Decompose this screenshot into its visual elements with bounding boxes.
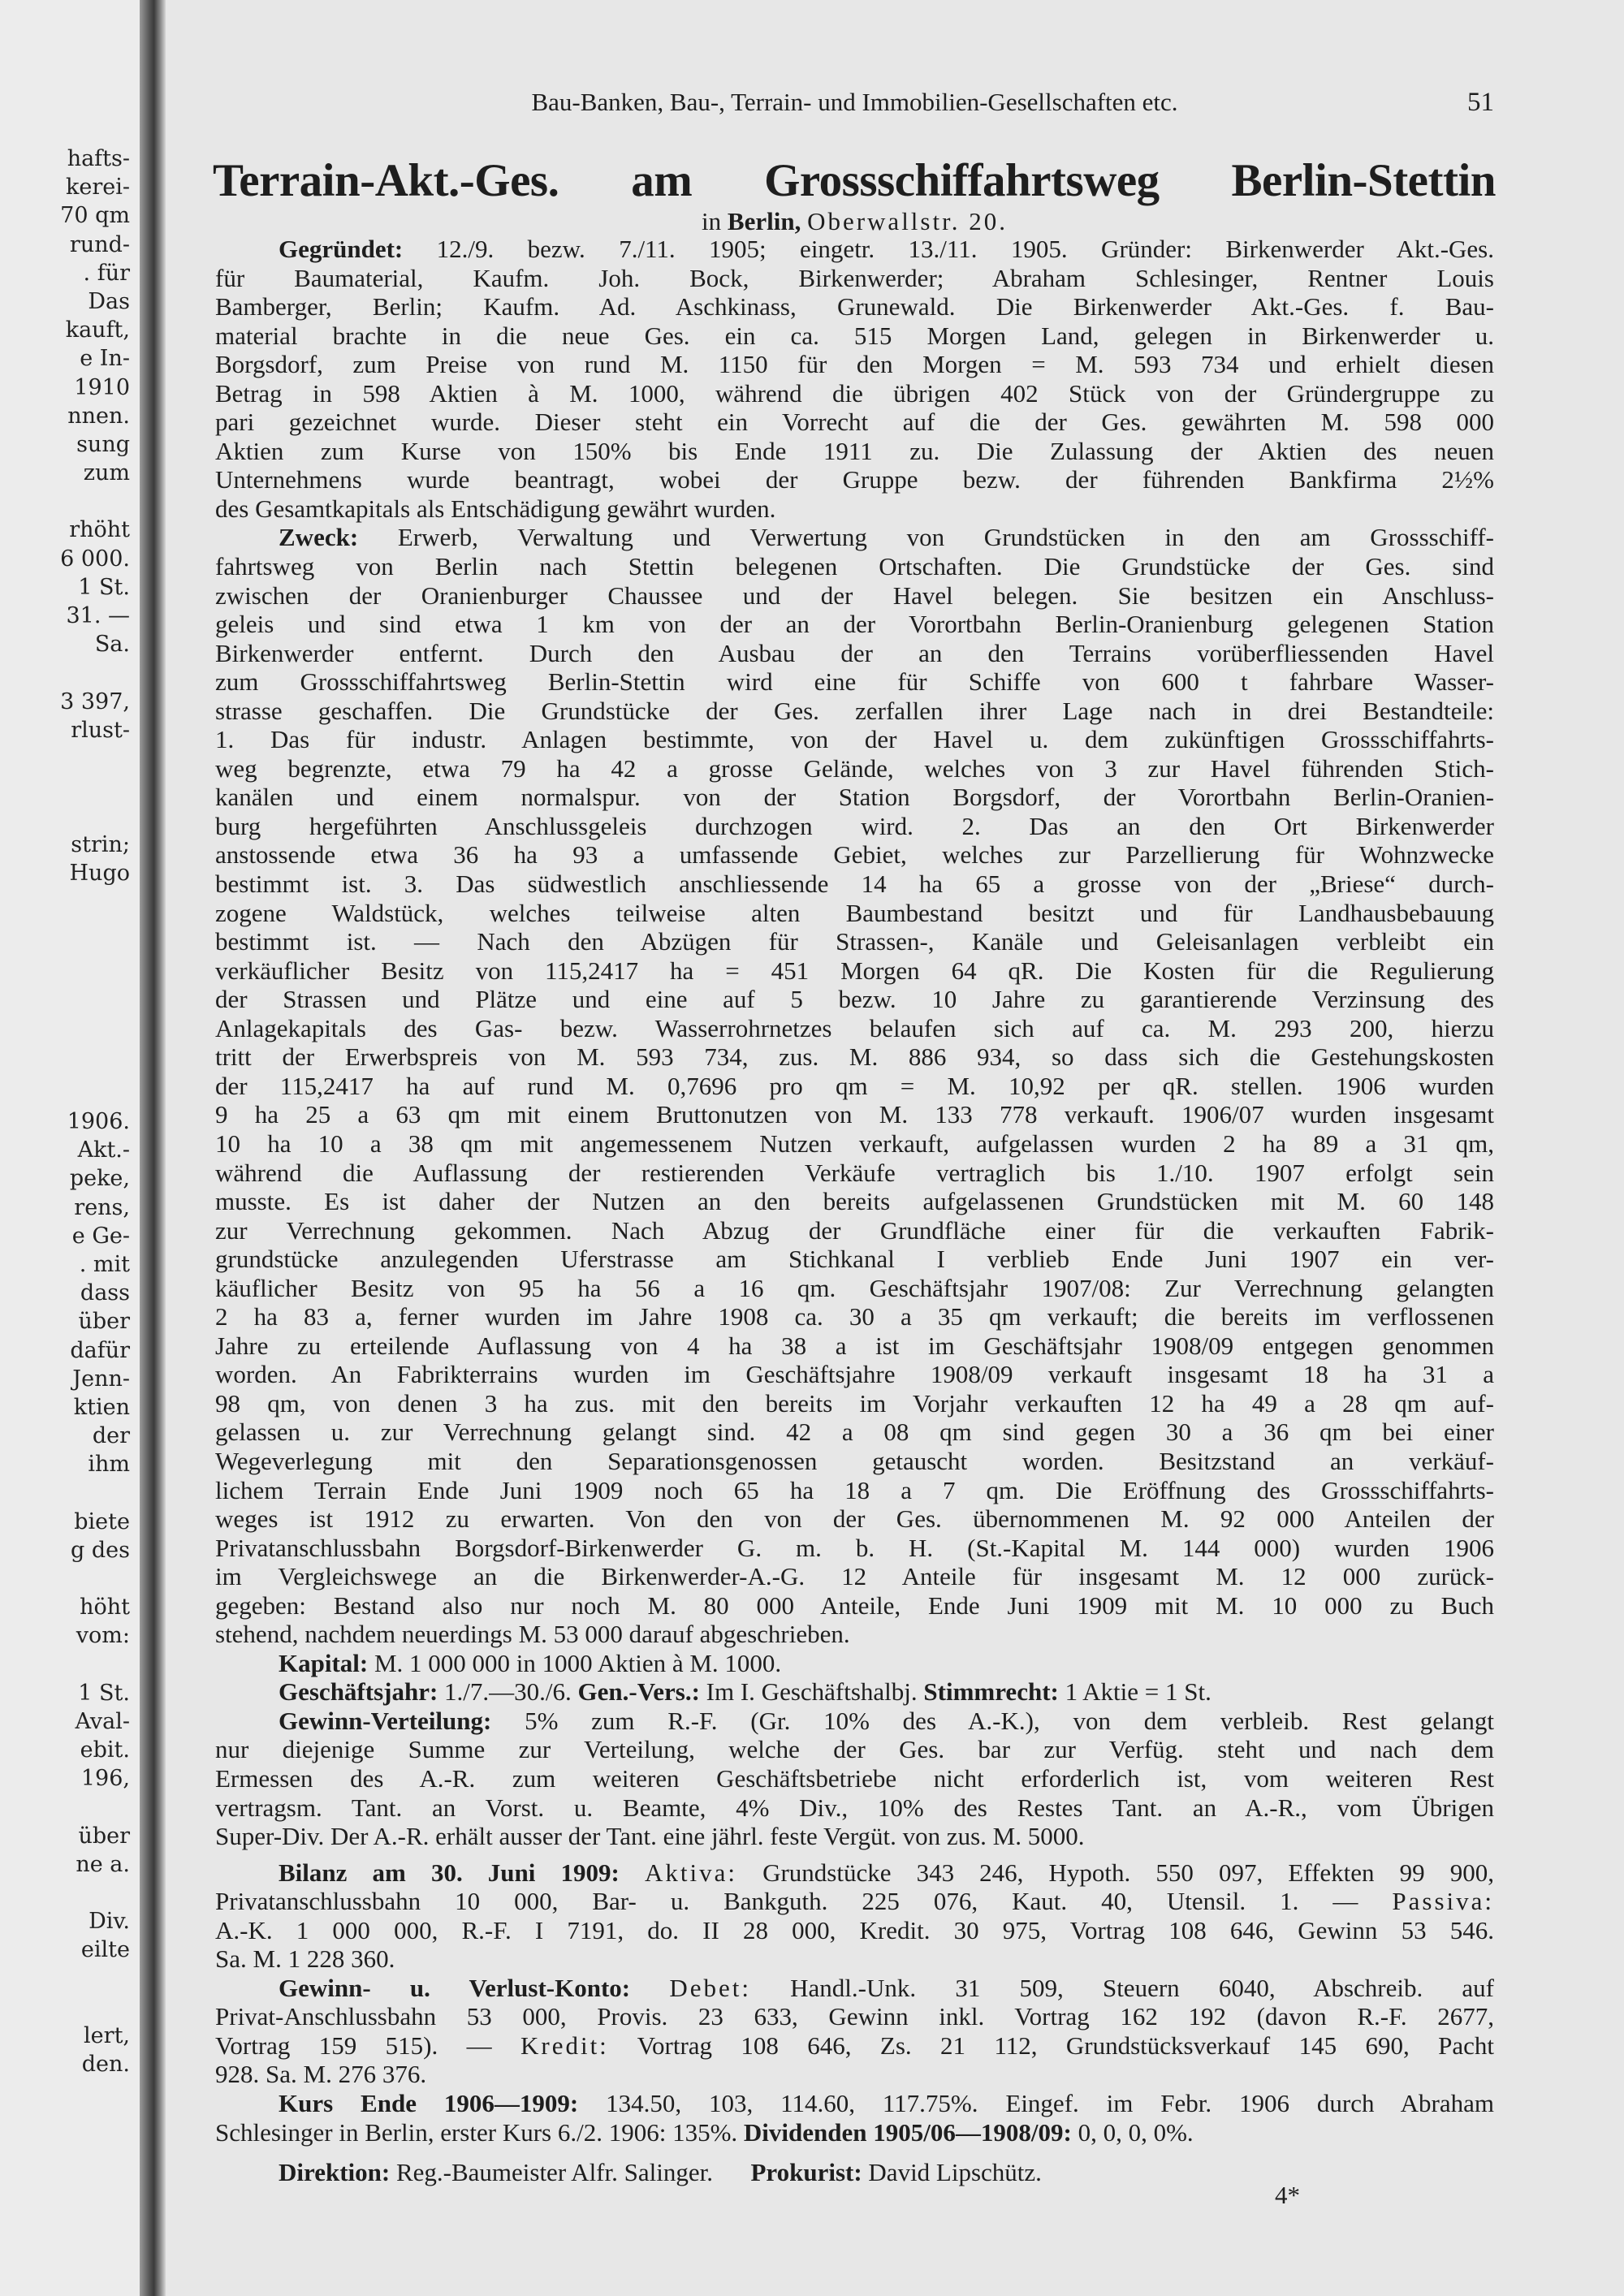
text-run: der 115,2417 ha auf rund M. 0,7696 pro qm = M. 10,92 per qR. stellen. 1906 wurden bbox=[215, 1071, 1494, 1100]
fragment-line: . für bbox=[83, 260, 130, 286]
text-line bbox=[215, 408, 1494, 437]
text-line bbox=[215, 754, 1494, 783]
text-run: fahrtsweg von Berlin nach Stettin belegenen Ortschaften. Die Grundstücke der Ges. sind bbox=[215, 552, 1494, 581]
text-line bbox=[215, 840, 1494, 870]
location-city: Berlin, bbox=[727, 207, 801, 235]
paragraph-gegruendet bbox=[215, 235, 1494, 523]
text-run: zum Grossschiffahrtsweg Berlin-Stettin wird eine für Schiffe von 600 t fahrbare Wasser- bbox=[215, 667, 1494, 697]
text-line bbox=[215, 235, 1494, 264]
location-address: Oberwallstr. 20. bbox=[807, 207, 1008, 235]
text-line bbox=[215, 1274, 1494, 1303]
fragment-line: 6 000. bbox=[60, 546, 130, 572]
paragraph-zweck bbox=[215, 523, 1494, 1648]
fragment-line: dafür bbox=[70, 1337, 130, 1363]
adjacent-page-text-group-1 bbox=[0, 145, 130, 887]
text-line bbox=[215, 2158, 1494, 2187]
paragraph-kapital bbox=[215, 1649, 1494, 1678]
text-run: Ermessen des A.-R. zum weiteren Geschäftsbetriebe nicht erforderlich ist, vom weiteren Rest bbox=[215, 1763, 1494, 1793]
text-line bbox=[215, 2002, 1494, 2031]
text-run: kanälen und einem normalspur. von der Station Borgsdorf, der Vorortbahn Berlin-Oranien- bbox=[215, 783, 1494, 812]
text-run: Erwerb, Verwaltung und Verwertung von Grundstücken in den am Grossschiff- bbox=[358, 523, 1494, 552]
text-run: verkäuflicher Besitz von 115,2417 ha = 451 Morgen 64 qR. Die Kosten für die Regulierung bbox=[215, 956, 1494, 985]
text-line bbox=[215, 783, 1494, 812]
text-run: Privat-Anschlussbahn 53 000, Provis. 23 633, Gewinn inkl. Vortrag 162 192 (davon R.-F. 2677, bbox=[215, 2002, 1494, 2031]
text-run: des Gesamtkapitals als Entschädigung gewährt wurden. bbox=[215, 494, 776, 523]
text-line bbox=[215, 1389, 1494, 1418]
text-line bbox=[215, 1677, 1494, 1707]
text-run: Bamberger, Berlin; Kaufm. Ad. Aschkinass, Grunewald. Die Birkenwerder Akt.-Ges. f. Bau- bbox=[215, 292, 1494, 322]
text-run: A.-K. 1 000 000, R.-F. I 7191, do. II 28 000, Kredit. 30 975, Vortrag 108 646, Gewinn 53 546. bbox=[215, 1915, 1494, 1944]
text-run: für Baumaterial, Kaufm. Joh. Bock, Birkenwerder; Abraham Schlesinger, Rentner Louis bbox=[215, 263, 1494, 292]
fragment-line: zum bbox=[83, 460, 130, 486]
text-run: 1./7.—30./6. bbox=[438, 1677, 578, 1707]
text-run: stehend, nachdem neuerdings M. 53 000 darauf abgeschrieben. bbox=[215, 1620, 850, 1649]
text-line bbox=[215, 697, 1494, 726]
text-run: Vortrag 108 646, Zs. 21 112, Grundstücksverkauf 145 690, Pacht bbox=[608, 2031, 1494, 2060]
paragraph-kurs bbox=[215, 2089, 1494, 2147]
text-run: 98 qm, von denen 3 ha zus. mit den bereits im Vorjahr verkauften 12 ha 49 a 28 qm auf- bbox=[215, 1388, 1494, 1418]
text-line bbox=[215, 812, 1494, 841]
text-line bbox=[215, 465, 1494, 494]
fragment-line: Div. bbox=[89, 1909, 130, 1935]
page-header bbox=[215, 88, 1494, 120]
text-run: 9 ha 25 a 63 qm mit einem Bruttonutzen von M. 133 778 verkauft. 1906/07 wurden insgesamt bbox=[215, 1100, 1494, 1129]
fragment-line: Jenn- bbox=[72, 1366, 130, 1392]
paragraph-gewinn-verteilung bbox=[215, 1707, 1494, 1851]
section-label: Zweck: bbox=[279, 523, 359, 552]
fragment-line: ktien bbox=[73, 1394, 130, 1420]
fragment-line: strin; bbox=[71, 831, 130, 857]
text-run: 1. Das für industr. Anlagen bestimmte, von der Havel u. dem zukünftigen Grossschiffahrts- bbox=[215, 725, 1494, 754]
text-run: 1 Aktie = 1 St. bbox=[1058, 1677, 1212, 1707]
text-line bbox=[215, 1245, 1494, 1274]
fragment-line: der bbox=[92, 1423, 130, 1449]
entry-body bbox=[215, 235, 1494, 2187]
company-location bbox=[215, 207, 1494, 236]
text-line bbox=[215, 581, 1494, 611]
fragment-line bbox=[0, 1564, 130, 1593]
text-line bbox=[215, 1562, 1494, 1591]
text-line bbox=[215, 667, 1494, 697]
section-label: Dividenden 1905/06—1908/09: bbox=[743, 2117, 1072, 2147]
text-run: Super-Div. Der A.-R. erhält ausser der Tant. eine jährl. feste Vergüt. von zus. M. 5000. bbox=[215, 1822, 1085, 1851]
text-run: zur Verrechnung gekommen. Nach Abzug der Grundfläche einer für die verkauften Fabrik- bbox=[215, 1215, 1494, 1245]
fragment-line bbox=[0, 1965, 130, 1993]
text-line bbox=[215, 1916, 1494, 1945]
text-run: 5% zum R.-F. (Gr. 10% des A.-K.), von dem verbleib. Rest gelangt bbox=[491, 1706, 1494, 1735]
fragment-line: 1910 bbox=[74, 374, 130, 400]
fragment-line: höht bbox=[80, 1595, 130, 1621]
text-line bbox=[215, 1100, 1494, 1129]
section-label: Gewinn- u. Verlust-Konto: bbox=[279, 1973, 631, 2002]
signature-mark: 4* bbox=[1275, 2181, 1300, 2209]
text-line bbox=[215, 264, 1494, 293]
text-line bbox=[215, 927, 1494, 956]
text-run: zogene Waldstück, welches teilweise alten Baumbestand besitzt und für Landhausbebauung bbox=[215, 898, 1494, 927]
fragment-line: sung bbox=[76, 431, 130, 457]
section-label: Gewinn-Verteilung: bbox=[279, 1706, 492, 1735]
text-run: nur diejenige Summe zur Verteilung, welche der Ges. bar zur Verfüg. steht und nach dem bbox=[215, 1735, 1494, 1764]
paragraph-direktion bbox=[215, 2158, 1494, 2187]
fragment-line bbox=[0, 1478, 130, 1507]
fragment-line: rlust- bbox=[71, 717, 130, 743]
text-line bbox=[215, 1822, 1494, 1851]
text-line bbox=[215, 437, 1494, 466]
paragraph-geschaeftsjahr bbox=[215, 1677, 1494, 1707]
section-label: Bilanz am 30. Juni 1909: bbox=[279, 1858, 620, 1887]
fragment-line: rhöht bbox=[69, 517, 130, 543]
text-line bbox=[215, 1504, 1494, 1534]
text-line bbox=[215, 1887, 1494, 1916]
text-run: während die Auflassung der restierenden Verkäufe vertraglich bis 1./10. 1907 erfolgt sein bbox=[215, 1158, 1494, 1187]
section-label: Kurs Ende 1906—1909: bbox=[279, 2089, 579, 2117]
fragment-line: den. bbox=[81, 2052, 130, 2078]
text-line bbox=[215, 1418, 1494, 1447]
text-line bbox=[215, 2118, 1494, 2147]
fragment-line: biete bbox=[74, 1508, 130, 1534]
fragment-line bbox=[0, 1651, 130, 1679]
location-prefix: in bbox=[702, 207, 722, 235]
text-run: pari gezeichnet wurde. Dieser steht ein Vorrecht auf die der Ges. gewährten M. 598 000 bbox=[215, 408, 1494, 437]
text-run: zwischen der Oranienburger Chaussee und der Havel belegen. Sie besitzen ein Anschluss- bbox=[215, 580, 1494, 610]
text-run: Wegeverlegung mit den Separationsgenossen getauscht worden. Besitzstand an verkäuf- bbox=[215, 1446, 1494, 1475]
fragment-line: 1906. bbox=[67, 1109, 130, 1134]
spaced-label: Passiva: bbox=[1392, 1887, 1494, 1916]
text-line bbox=[215, 1858, 1494, 1888]
text-line bbox=[215, 1072, 1494, 1101]
fragment-line: nnen. bbox=[67, 403, 130, 429]
text-run: material brachte in die neue Ges. ein ca. 515 Morgen Land, gelegen in Birkenwerder u. bbox=[215, 321, 1494, 350]
running-head: Bau-Banken, Bau-, Terrain- und Immobilien-Gesellschaften etc. bbox=[531, 88, 1178, 116]
text-line bbox=[215, 725, 1494, 754]
text-run: Vortrag 159 515). — bbox=[215, 2031, 520, 2060]
fragment-line: kerei- bbox=[66, 175, 130, 201]
text-line bbox=[215, 639, 1494, 668]
text-run: weg begrenzte, etwa 79 ha 42 a grosse Gelände, welches von 3 zur Havel führenden Stich- bbox=[215, 753, 1494, 783]
fragment-line bbox=[0, 1993, 130, 2022]
fragment-line: 31. — bbox=[66, 603, 130, 628]
page-number: 51 bbox=[1467, 88, 1494, 117]
text-line bbox=[215, 1476, 1494, 1505]
text-run: lichem Terrain Ende Juni 1909 noch 65 ha 18 a 7 qm. Die Eröffnung des Grossschiffahrts- bbox=[215, 1475, 1494, 1504]
fragment-line: rund- bbox=[69, 231, 130, 257]
text-line bbox=[215, 2031, 1494, 2061]
text-line bbox=[215, 870, 1494, 899]
text-run: David Lipschütz. bbox=[862, 2158, 1042, 2187]
fragment-line: lert, bbox=[84, 2023, 130, 2048]
text-run: 10 ha 10 a 38 qm mit angemessenem Nutzen verkauft, aufgelassen wurden 2 ha 89 a 31 qm, bbox=[215, 1129, 1494, 1158]
book-gutter bbox=[140, 0, 166, 2296]
fragment-line: peke, bbox=[69, 1166, 130, 1192]
text-run: Sa. M. 1 228 360. bbox=[215, 1944, 395, 1974]
fragment-line: Aval- bbox=[75, 1708, 130, 1734]
text-run: weges ist 1912 zu erwarten. Von den von der Ges. übernommenen M. 92 000 Anteilen der bbox=[215, 1504, 1494, 1534]
fragment-line: über bbox=[78, 1309, 130, 1335]
text-line bbox=[215, 1974, 1494, 2003]
text-line bbox=[215, 1793, 1494, 1823]
adjacent-page-fragment bbox=[0, 0, 145, 2296]
text-line bbox=[215, 1014, 1494, 1043]
text-line bbox=[215, 1764, 1494, 1793]
text-run: käuflicher Besitz von 95 ha 56 a 16 qm. Geschäftsjahr 1907/08: Zur Verrechnung gelangten bbox=[215, 1273, 1494, 1302]
text-run bbox=[620, 1858, 645, 1887]
fragment-line: 3 397, bbox=[60, 688, 130, 714]
text-run: strasse geschaffen. Die Grundstücke der Ges. zerfallen ihrer Lage nach in drei Bestandteile: bbox=[215, 696, 1494, 725]
fragment-line: ihm bbox=[88, 1452, 130, 1478]
text-run: anstossende etwa 36 ha 93 a umfassende Gebiet, welches zur Parzellierung für Wohnzwecke bbox=[215, 840, 1494, 870]
fragment-line: vom: bbox=[76, 1623, 130, 1649]
text-run: Borgsdorf, zum Preise von rund M. 1150 für den Morgen = M. 593 734 und erhielt diesen bbox=[215, 350, 1494, 379]
text-run: Privatanschlussbahn Borgsdorf-Birkenwerder G. m. b. H. (St.-Kapital M. 144 000) wurden 1906 bbox=[215, 1533, 1494, 1562]
text-run: bestimmt ist. — Nach den Abzügen für Strassen-, Kanäle und Geleisanlagen verbleibt ein bbox=[215, 927, 1494, 956]
adjacent-page-text-group-2 bbox=[0, 1107, 130, 2078]
fragment-line bbox=[0, 773, 130, 801]
text-run: Betrag in 598 Aktien à M. 1000, während die übrigen 402 Stück von der Gründergruppe zu bbox=[215, 378, 1494, 408]
text-line bbox=[215, 552, 1494, 581]
fragment-line: g des bbox=[71, 1537, 130, 1563]
text-line bbox=[215, 1360, 1494, 1389]
text-run: Handl.-Unk. 31 509, Steuern 6040, Abschreib. auf bbox=[750, 1973, 1495, 2002]
text-run: vertragsm. Tant. an Vorst. u. Beamte, 4% Div., 10% des Restes Tant. an A.-R., vom Übrigen bbox=[215, 1793, 1494, 1822]
text-run bbox=[630, 1974, 669, 2002]
company-title: Terrain-Akt.-Ges. am Grossschiffahrtsweg Berlin-Stettin bbox=[213, 155, 1496, 206]
text-run: Im I. Geschäftshalbj. bbox=[699, 1677, 924, 1707]
text-line bbox=[215, 899, 1494, 928]
fragment-line bbox=[0, 1879, 130, 1907]
text-line bbox=[215, 1707, 1494, 1736]
text-run: Unternehmens wurde beantragt, wobei der Gruppe bezw. der führenden Bankfirma 2½% bbox=[215, 465, 1494, 494]
fragment-line bbox=[0, 658, 130, 687]
text-run: gegeben: Bestand also nur noch M. 80 000 Anteile, Ende Juni 1909 mit M. 10 000 zu Buch bbox=[215, 1590, 1494, 1620]
text-run: Aktien zum Kurse von 150% bis Ende 1911 zu. Die Zulassung der Aktien des neuen bbox=[215, 436, 1494, 465]
text-run: burg hergeführten Anschlussgeleis durchzogen wird. 2. Das an den Ort Birkenwerder bbox=[215, 811, 1494, 840]
section-label: Kapital: bbox=[279, 1648, 369, 1677]
text-run: Anlagekapitals des Gas- bezw. Wasserrohrnetzes belaufen sich auf ca. M. 293 200, hierzu bbox=[215, 1013, 1494, 1042]
text-run: grundstücke anzulegenden Uferstrasse am Stichkanal I verblieb Ende Juni 1907 ein ver- bbox=[215, 1245, 1494, 1274]
fragment-line bbox=[0, 1793, 130, 1822]
fragment-line: ne a. bbox=[76, 1851, 130, 1877]
text-line bbox=[215, 1591, 1494, 1621]
fragment-line: 196, bbox=[80, 1766, 130, 1792]
text-line bbox=[215, 1159, 1494, 1188]
text-line bbox=[215, 610, 1494, 639]
text-line bbox=[215, 494, 1494, 524]
text-run: Grundstücke 343 246, Hypoth. 550 097, Effekten 99 900, bbox=[736, 1858, 1494, 1887]
text-line bbox=[215, 1302, 1494, 1331]
text-run: Schlesinger in Berlin, erster Kurs 6./2. 1906: 135%. bbox=[215, 2117, 744, 2147]
fragment-line: ebit. bbox=[80, 1737, 130, 1763]
section-label: Geschäftsjahr: bbox=[279, 1677, 438, 1707]
fragment-line: 1 St. bbox=[78, 1680, 130, 1706]
spaced-label: Aktiva: bbox=[644, 1858, 737, 1887]
paragraph-gewinn-verlust-konto bbox=[215, 1974, 1494, 2089]
text-run: musste. Es ist daher der Nutzen an den bereits aufgelassenen Grundstücken mit M. 60 148 bbox=[215, 1187, 1494, 1216]
text-line bbox=[215, 379, 1494, 408]
section-label: Gen.-Vers.: bbox=[577, 1677, 700, 1707]
fragment-line: e In- bbox=[80, 346, 130, 372]
spaced-label: Kredit: bbox=[520, 2031, 609, 2060]
text-run: Privatanschlussbahn 10 000, Bar- u. Bankguth. 225 076, Kaut. 40, Utensil. 1. — bbox=[215, 1887, 1393, 1916]
fragment-line: kauft, bbox=[65, 317, 130, 343]
fragment-line bbox=[0, 744, 130, 773]
text-line bbox=[215, 1042, 1494, 1072]
text-run: tritt der Erwerbspreis von M. 593 734, zus. M. 886 934, so dass sich die Gestehungskosten bbox=[215, 1042, 1494, 1072]
fragment-line: eilte bbox=[80, 1937, 130, 1963]
fragment-line: rens, bbox=[74, 1194, 130, 1220]
text-line bbox=[215, 985, 1494, 1014]
fragment-line: dass bbox=[80, 1280, 130, 1306]
text-run: 2 ha 83 a, ferner wurden im Jahre 1908 ca. 30 a 35 qm verkauft; die bereits im verflossenen bbox=[215, 1302, 1494, 1331]
text-run: bestimmt ist. 3. Das südwestlich anschliessende 14 ha 65 a grosse von der „Briese“ durch- bbox=[215, 870, 1494, 899]
text-run: 12./9. bezw. 7./11. 1905; eingetr. 13./11. 1905. Gründer: Birkenwerder Akt.-Ges. bbox=[403, 235, 1494, 263]
text-run: 134.50, 103, 114.60, 117.75%. Eingef. im Febr. 1906 durch Abraham bbox=[578, 2089, 1494, 2117]
text-run: 0, 0, 0, 0%. bbox=[1071, 2117, 1194, 2147]
text-line bbox=[215, 1620, 1494, 1649]
fragment-line: 70 qm bbox=[60, 203, 130, 229]
text-run: geleis und sind etwa 1 km von der an der Vorortbahn Berlin-Oranienburg gelegenen Station bbox=[215, 610, 1494, 639]
fragment-line: hafts- bbox=[67, 146, 130, 171]
text-run: worden. An Fabrikterrains wurden im Geschäftsjahre 1908/09 verkauft insgesamt 18 ha 31 a bbox=[215, 1360, 1494, 1389]
fragment-line: . mit bbox=[79, 1251, 130, 1277]
text-line bbox=[215, 1331, 1494, 1361]
text-run: Jahre zu erteilende Auflassung von 4 ha 38 a ist im Geschäftsjahr 1908/09 entgegen genommen bbox=[215, 1331, 1494, 1360]
text-line bbox=[215, 2060, 1494, 2089]
text-line bbox=[215, 1649, 1494, 1678]
text-run: Birkenwerder entfernt. Durch den Ausbau der an den Terrains vorüberfliessenden Havel bbox=[215, 638, 1494, 667]
text-line bbox=[215, 1129, 1494, 1159]
text-run: im Vergleichswege an die Birkenwerder-A.-G. 12 Anteile für insgesamt M. 12 000 zurück- bbox=[215, 1562, 1494, 1591]
text-line bbox=[215, 350, 1494, 379]
fragment-line: Akt.- bbox=[77, 1137, 130, 1163]
text-line bbox=[215, 523, 1494, 552]
section-label: Prokurist: bbox=[750, 2158, 862, 2187]
fragment-line: Das bbox=[88, 288, 130, 314]
text-run: 928. Sa. M. 276 376. bbox=[215, 2060, 427, 2089]
text-run: gelassen u. zur Verrechnung gelangt sind. 42 a 08 qm sind gegen 30 a 36 qm bei einer bbox=[215, 1418, 1494, 1447]
fragment-line: 1 St. bbox=[78, 574, 130, 600]
text-line bbox=[215, 1447, 1494, 1476]
text-line bbox=[215, 292, 1494, 322]
text-line bbox=[215, 1735, 1494, 1764]
spaced-label: Debet: bbox=[669, 1973, 751, 2002]
fragment-line: e Ge- bbox=[71, 1223, 130, 1249]
section-label: Direktion: bbox=[279, 2158, 391, 2187]
section-label: Stimmrecht: bbox=[923, 1677, 1059, 1707]
text-line bbox=[215, 1216, 1494, 1245]
fragment-line: Hugo bbox=[69, 860, 130, 886]
fragment-line bbox=[0, 487, 130, 516]
text-run: der Strassen und Plätze und eine auf 5 bezw. 10 Jahre zu garantierende Verzinsung des bbox=[215, 985, 1494, 1014]
text-line bbox=[215, 1944, 1494, 1974]
text-line bbox=[215, 1534, 1494, 1563]
paragraph-bilanz bbox=[215, 1858, 1494, 1974]
text-run: Reg.-Baumeister Alfr. Salinger. bbox=[390, 2158, 751, 2187]
text-run: M. 1 000 000 in 1000 Aktien à M. 1000. bbox=[368, 1648, 782, 1677]
fragment-line bbox=[0, 801, 130, 830]
text-line bbox=[215, 322, 1494, 351]
fragment-line: über bbox=[78, 1823, 130, 1849]
fragment-line: Sa. bbox=[94, 632, 130, 658]
text-line bbox=[215, 956, 1494, 986]
section-label: Gegründet: bbox=[279, 235, 404, 263]
text-line bbox=[215, 2089, 1494, 2118]
text-line bbox=[215, 1187, 1494, 1216]
